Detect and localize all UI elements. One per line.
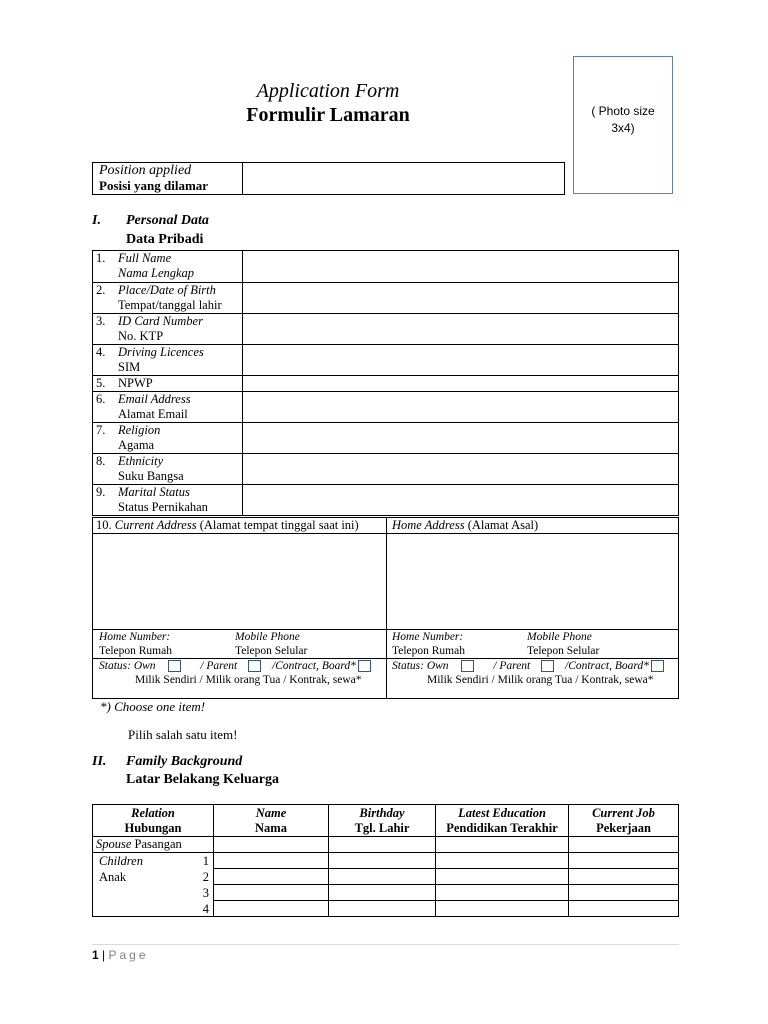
photo-size-line1: ( Photo size bbox=[591, 104, 655, 118]
personal-data-table bbox=[92, 250, 679, 516]
page-separator: | bbox=[102, 948, 106, 962]
home-address-field[interactable] bbox=[387, 534, 678, 629]
child-job-field[interactable] bbox=[569, 885, 679, 901]
personal-row-label bbox=[93, 485, 243, 516]
family-row-child bbox=[93, 853, 679, 869]
personal-row-label bbox=[93, 345, 243, 376]
row-label-id: Alamat Email bbox=[118, 407, 188, 421]
child-num: 1 bbox=[202, 854, 209, 868]
child-education-field[interactable] bbox=[436, 869, 569, 885]
status-contract-checkbox[interactable] bbox=[651, 660, 664, 672]
header-name: Name Nama bbox=[214, 805, 329, 837]
personal-row-label bbox=[93, 392, 243, 423]
children-label-id: Anak bbox=[99, 870, 127, 884]
status-contract-checkbox[interactable] bbox=[358, 660, 371, 672]
row-label-id: Tempat/tanggal lahir bbox=[118, 298, 222, 312]
home-status-label-id: Milik Sendiri / Milik orang Tua / Kontrak, sewa* bbox=[427, 674, 654, 686]
row-label-en: Ethnicity bbox=[118, 454, 164, 468]
address-num: 10. bbox=[96, 518, 112, 532]
status-own-label: Status: Own bbox=[99, 660, 156, 672]
choose-one-note-en: *) Choose one item! bbox=[100, 699, 206, 714]
row-label-id: Agama bbox=[118, 438, 155, 452]
current-address-header bbox=[96, 518, 359, 533]
ethnicity-field[interactable] bbox=[243, 454, 679, 485]
home-number-label-en: Home Number: bbox=[99, 631, 171, 643]
position-applied-box bbox=[92, 162, 565, 195]
family-row-spouse bbox=[93, 837, 679, 853]
current-status-options bbox=[99, 659, 373, 673]
section-family-roman: II. bbox=[92, 754, 107, 769]
row-num: 8. bbox=[96, 454, 106, 468]
mobile-label-en: Mobile Phone bbox=[527, 631, 592, 643]
home-status-options bbox=[392, 659, 666, 673]
personal-row bbox=[93, 345, 679, 376]
home-number-label-id: Telepon Rumah bbox=[99, 645, 172, 657]
home-address-header bbox=[392, 518, 538, 533]
child-job-field[interactable] bbox=[569, 869, 679, 885]
spouse-job-field[interactable] bbox=[569, 837, 679, 853]
home-address-label-en: Home Address bbox=[392, 518, 465, 532]
row-label-id: No. KTP bbox=[118, 329, 164, 343]
child-num: 3 bbox=[202, 886, 209, 900]
row-label-en: Full Name bbox=[118, 251, 172, 265]
npwp-field[interactable] bbox=[243, 376, 679, 392]
full-name-field[interactable] bbox=[243, 251, 679, 283]
header-education: Latest Education Pendidikan Terakhir bbox=[436, 805, 569, 837]
personal-row bbox=[93, 423, 679, 454]
personal-row bbox=[93, 376, 679, 392]
position-label-en: Position applied bbox=[99, 163, 192, 178]
home-mobile-phone[interactable] bbox=[527, 630, 599, 658]
personal-row bbox=[93, 485, 679, 516]
row-num: 9. bbox=[96, 485, 106, 499]
photo-size-line2: 3x4) bbox=[611, 121, 635, 135]
child-birthday-field[interactable] bbox=[329, 901, 436, 917]
row-label-en: ID Card Number bbox=[118, 314, 203, 328]
home-home-number[interactable] bbox=[392, 630, 465, 658]
spouse-birthday-field[interactable] bbox=[329, 837, 436, 853]
row-label-en: Driving Licences bbox=[118, 345, 204, 359]
row-label-en: Place/Date of Birth bbox=[118, 283, 216, 297]
child-name-field[interactable] bbox=[214, 869, 329, 885]
page-footer bbox=[92, 944, 679, 962]
row-num: 3. bbox=[96, 314, 106, 328]
children-label-en: Children bbox=[99, 854, 143, 868]
mobile-label-id: Telepon Selular bbox=[235, 645, 308, 657]
row-num: 4. bbox=[96, 345, 106, 359]
home-number-label-id: Telepon Rumah bbox=[392, 645, 465, 657]
row-label-id: Status Pernikahan bbox=[118, 500, 208, 514]
status-own-checkbox[interactable] bbox=[168, 660, 181, 672]
current-address-field[interactable] bbox=[93, 534, 386, 629]
section-family-title-en: Family Background bbox=[126, 754, 243, 769]
address-block bbox=[92, 517, 679, 699]
child-num: 4 bbox=[202, 902, 209, 916]
page-number: 1 bbox=[92, 948, 99, 962]
child-job-field[interactable] bbox=[569, 853, 679, 869]
religion-field[interactable] bbox=[243, 423, 679, 454]
child-name-field[interactable] bbox=[214, 885, 329, 901]
status-contract-label: /Contract, Board* bbox=[272, 660, 356, 672]
row-num: 1. bbox=[96, 251, 106, 265]
row-label-id: Suku Bangsa bbox=[118, 469, 184, 483]
page-word: Page bbox=[108, 948, 149, 962]
family-header-row bbox=[93, 805, 679, 837]
child-education-field[interactable] bbox=[436, 901, 569, 917]
status-own-checkbox[interactable] bbox=[461, 660, 474, 672]
row-label-id: Nama Lengkap bbox=[118, 266, 195, 280]
status-parent-checkbox[interactable] bbox=[541, 660, 554, 672]
personal-row-label bbox=[93, 376, 243, 392]
current-address-label-id: (Alamat tempat tinggal saat ini) bbox=[199, 518, 359, 532]
family-table bbox=[92, 804, 679, 917]
personal-row-label bbox=[93, 283, 243, 314]
header-relation: Relation Hubungan bbox=[93, 805, 214, 837]
status-parent-label: / Parent bbox=[200, 660, 238, 672]
personal-row bbox=[93, 454, 679, 485]
personal-row bbox=[93, 251, 679, 283]
personal-row-label bbox=[93, 454, 243, 485]
current-home-number[interactable] bbox=[99, 630, 172, 658]
status-contract-label: /Contract, Board* bbox=[565, 660, 649, 672]
child-birthday-field[interactable] bbox=[329, 885, 436, 901]
row-num: 5. bbox=[96, 376, 106, 390]
status-parent-label: / Parent bbox=[493, 660, 531, 672]
email-field[interactable] bbox=[243, 392, 679, 423]
home-address-label-id: (Alamat Asal) bbox=[467, 518, 539, 532]
row-label-en: NPWP bbox=[118, 376, 153, 390]
child-name-field[interactable] bbox=[214, 853, 329, 869]
header-birthday: Birthday Tgl. Lahir bbox=[329, 805, 436, 837]
personal-row bbox=[93, 314, 679, 345]
row-label-en: Marital Status bbox=[118, 485, 190, 499]
personal-row bbox=[93, 283, 679, 314]
mobile-label-en: Mobile Phone bbox=[235, 631, 300, 643]
photo-placeholder[interactable] bbox=[573, 56, 673, 194]
position-label-id: Posisi yang dilamar bbox=[99, 178, 209, 193]
spouse-name-field[interactable] bbox=[214, 837, 329, 853]
row-num: 6. bbox=[96, 392, 106, 406]
home-number-label-en: Home Number: bbox=[392, 631, 464, 643]
row-num: 7. bbox=[96, 423, 106, 437]
form-title-indonesian: Formulir Lamaran bbox=[246, 104, 410, 126]
marital-status-field[interactable] bbox=[243, 485, 679, 516]
section-family-title-id: Latar Belakang Keluarga bbox=[126, 772, 279, 787]
child-birthday-field[interactable] bbox=[329, 853, 436, 869]
personal-row-label bbox=[93, 314, 243, 345]
row-label-id: SIM bbox=[118, 360, 141, 374]
spouse-education-field[interactable] bbox=[436, 837, 569, 853]
personal-row-label bbox=[93, 423, 243, 454]
header-job: Current Job Pekerjaan bbox=[569, 805, 679, 837]
status-parent-checkbox[interactable] bbox=[248, 660, 261, 672]
personal-row-label bbox=[93, 251, 243, 283]
driving-licence-field[interactable] bbox=[243, 345, 679, 376]
mobile-label-id: Telepon Selular bbox=[527, 645, 600, 657]
choose-one-note-id: Pilih salah satu item! bbox=[128, 727, 238, 742]
child-job-field[interactable] bbox=[569, 901, 679, 917]
position-applied-label bbox=[93, 163, 243, 194]
id-card-field[interactable] bbox=[243, 314, 679, 345]
row-label-en: Religion bbox=[118, 423, 161, 437]
current-status-label-id: Milik Sendiri / Milik orang Tua / Kontrak, sewa* bbox=[135, 674, 362, 686]
section-personal-title-en: Personal Data bbox=[126, 213, 209, 228]
birth-field[interactable] bbox=[243, 283, 679, 314]
current-address-label-en: Current Address bbox=[114, 518, 197, 532]
child-birthday-field[interactable] bbox=[329, 869, 436, 885]
personal-row bbox=[93, 392, 679, 423]
position-applied-field[interactable] bbox=[243, 163, 564, 194]
current-mobile-phone[interactable] bbox=[235, 630, 307, 658]
child-name-field[interactable] bbox=[214, 901, 329, 917]
child-num: 2 bbox=[202, 870, 209, 884]
section-personal-roman: I. bbox=[92, 213, 101, 228]
section-personal-title-id: Data Pribadi bbox=[126, 232, 204, 247]
row-label-en: Email Address bbox=[118, 392, 191, 406]
child-education-field[interactable] bbox=[436, 885, 569, 901]
status-own-label: Status: Own bbox=[392, 660, 449, 672]
child-education-field[interactable] bbox=[436, 853, 569, 869]
form-title-english: Application Form bbox=[256, 80, 400, 102]
row-num: 2. bbox=[96, 283, 106, 297]
relation-spouse: Spouse Pasangan bbox=[93, 837, 214, 853]
relation-children bbox=[93, 853, 214, 917]
